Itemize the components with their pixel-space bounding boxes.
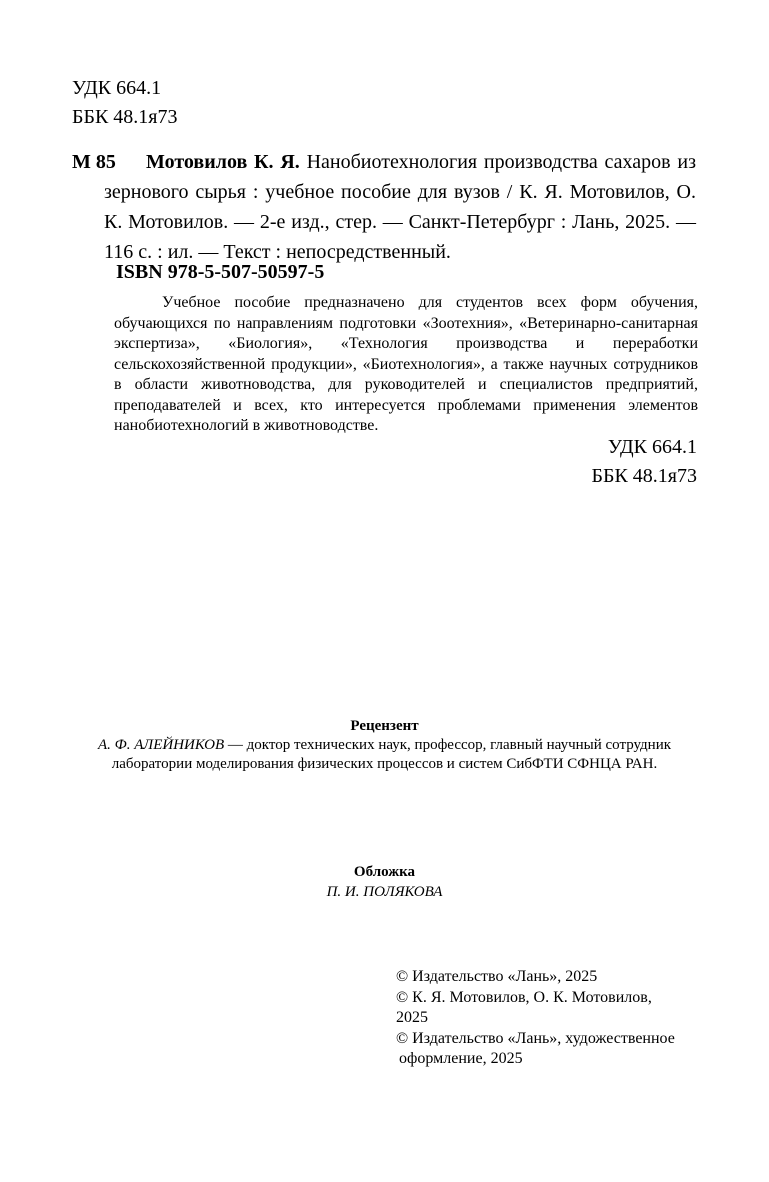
author-name: Мотовилов К. Я.	[146, 151, 300, 173]
udk-header	[72, 74, 178, 132]
copyright-design-year: оформление, 2025	[399, 1050, 523, 1067]
annotation: Учебное пособие предназначено для студентов всех форм обучения, обучающихся по направлениям подготовки «Зоотехния», «Ветеринарно-санитарная экспертиза», «Биология», «Технология производства и переработки сельскохозяйственной продукции», «Биотехнология», а также научных сотрудников в области животноводства, для руководителей и специалистов предприятий, преподавателей и всех, кто интересуется проблемами применения элементов нанобиотехнологий в животноводстве.	[114, 294, 698, 434]
bbk-code: ББК 48.1я73	[72, 106, 178, 128]
bbk-code-footer: ББК 48.1я73	[591, 465, 697, 487]
author-cipher: М 85	[72, 151, 116, 173]
cover-heading: Обложка	[353, 864, 416, 880]
bibliographic-record	[104, 147, 696, 267]
udk-code: УДК 664.1	[72, 77, 162, 99]
reviewer-name: А. Ф. АЛЕЙНИКОВ	[97, 737, 225, 753]
copyright-authors-year: 2025	[396, 1009, 428, 1026]
copyright-block	[396, 967, 696, 1070]
reviewer-credentials: — доктор технических наук, профессор, главный научный сотрудник	[224, 737, 672, 753]
cover-block	[0, 862, 769, 902]
reviewer-heading: Рецензент	[350, 718, 419, 734]
udk-footer	[591, 433, 697, 491]
udk-code-footer: УДК 664.1	[607, 436, 697, 458]
copyright-authors: © К. Я. Мотовилов, О. К. Мотовилов,	[396, 988, 652, 1006]
reviewer-line-1	[0, 736, 769, 755]
reviewer-line-2: лаборатории моделирования физических процессов и систем СибФТИ СФНЦА РАН.	[111, 756, 658, 772]
cover-designer: П. И. ПОЛЯКОВА	[326, 884, 443, 900]
reviewer-block	[0, 717, 769, 774]
bibliographic-description: Нанобиотехнология производства сахаров из зернового сырья : учебное пособие для вузов / К. Я. Мотовилов, О. К. Мотовилов. — 2-е изд., стер. — Санкт-Петербург : Лань, 2025. — 116 с. : ил. — Текст : непосредственный.	[104, 151, 696, 263]
copyright-design: © Издательство «Лань», художественное	[396, 1029, 675, 1047]
copyright-publisher: © Издательство «Лань», 2025	[396, 968, 598, 985]
isbn: ISBN 978-5-507-50597-5	[116, 261, 325, 283]
